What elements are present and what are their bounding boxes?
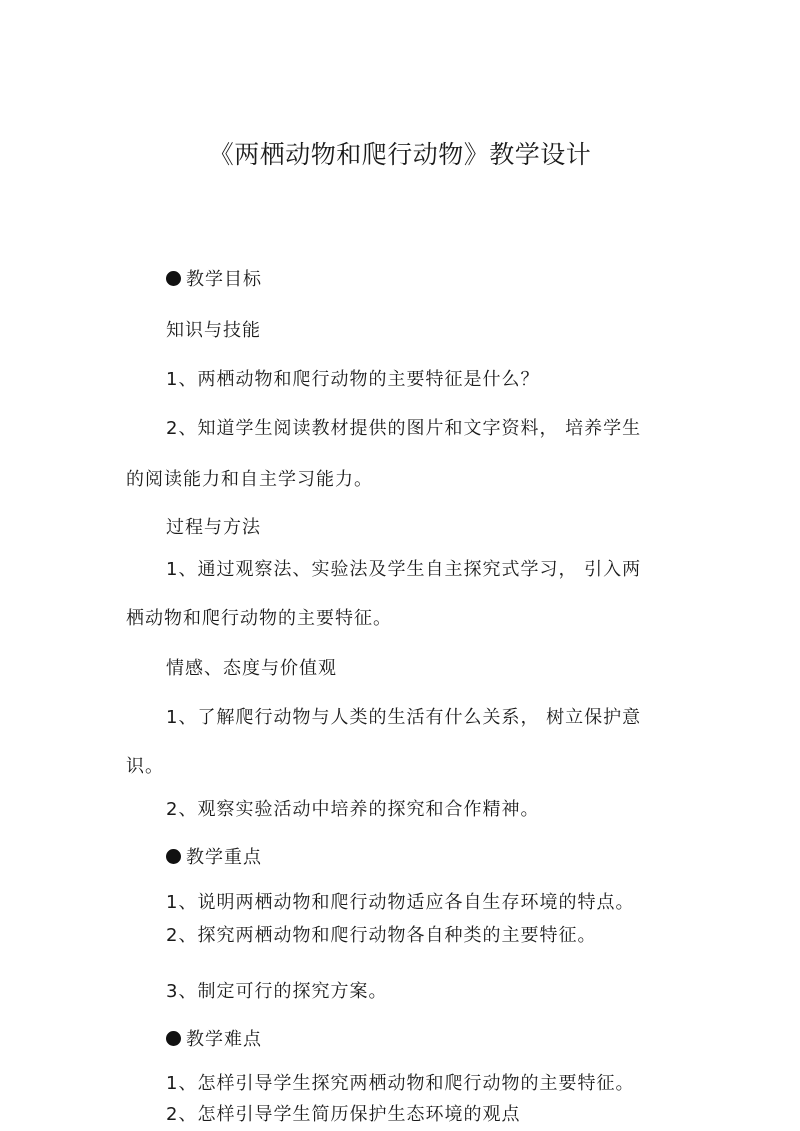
bullet-icon	[166, 1031, 181, 1046]
difficulties-item-1: 1、怎样引导学生探究两栖动物和爬行动物的主要特征。	[166, 1073, 635, 1094]
knowledge-item-2-line-2: 的阅读能力和自主学习能力。	[126, 469, 373, 490]
bullet-icon	[166, 849, 181, 864]
emotion-item-2: 2、观察实验活动中培养的探究和合作精神。	[166, 799, 540, 820]
emotion-item-1-line-2: 识。	[126, 756, 164, 777]
process-item-1-line-1: 1、通过观察法、实验法及学生自主探究式学习， 引入两	[166, 559, 642, 580]
knowledge-item-2-line-1: 2、知道学生阅读教材提供的图片和文字资料， 培养学生	[166, 418, 642, 439]
process-heading: 过程与方法	[166, 517, 261, 538]
keypoints-item-1: 1、说明两栖动物和爬行动物适应各自生存环境的特点。	[166, 892, 635, 913]
difficulties-heading	[166, 1027, 262, 1053]
bullet-icon	[166, 271, 181, 286]
difficulties-heading-text: 教学难点	[186, 1029, 262, 1050]
objectives-heading	[166, 267, 262, 293]
keypoints-heading	[166, 845, 262, 871]
keypoints-heading-text: 教学重点	[186, 847, 262, 868]
process-item-1-line-2: 栖动物和爬行动物的主要特征。	[126, 608, 392, 629]
keypoints-item-3: 3、制定可行的探究方案。	[166, 981, 388, 1002]
objectives-heading-text: 教学目标	[186, 269, 262, 290]
document-title: 《两栖动物和爬行动物》教学设计	[208, 140, 592, 169]
keypoints-item-2: 2、探究两栖动物和爬行动物各自种类的主要特征。	[166, 925, 597, 946]
emotion-heading: 情感、态度与价值观	[166, 658, 337, 679]
knowledge-item-1: 1、两栖动物和爬行动物的主要特征是什么？	[166, 369, 540, 390]
difficulties-item-2: 2、怎样引导学生简历保护生态环境的观点	[166, 1104, 521, 1125]
emotion-item-1-line-1: 1、了解爬行动物与人类的生活有什么关系， 树立保护意	[166, 707, 642, 728]
knowledge-heading: 知识与技能	[166, 320, 261, 341]
